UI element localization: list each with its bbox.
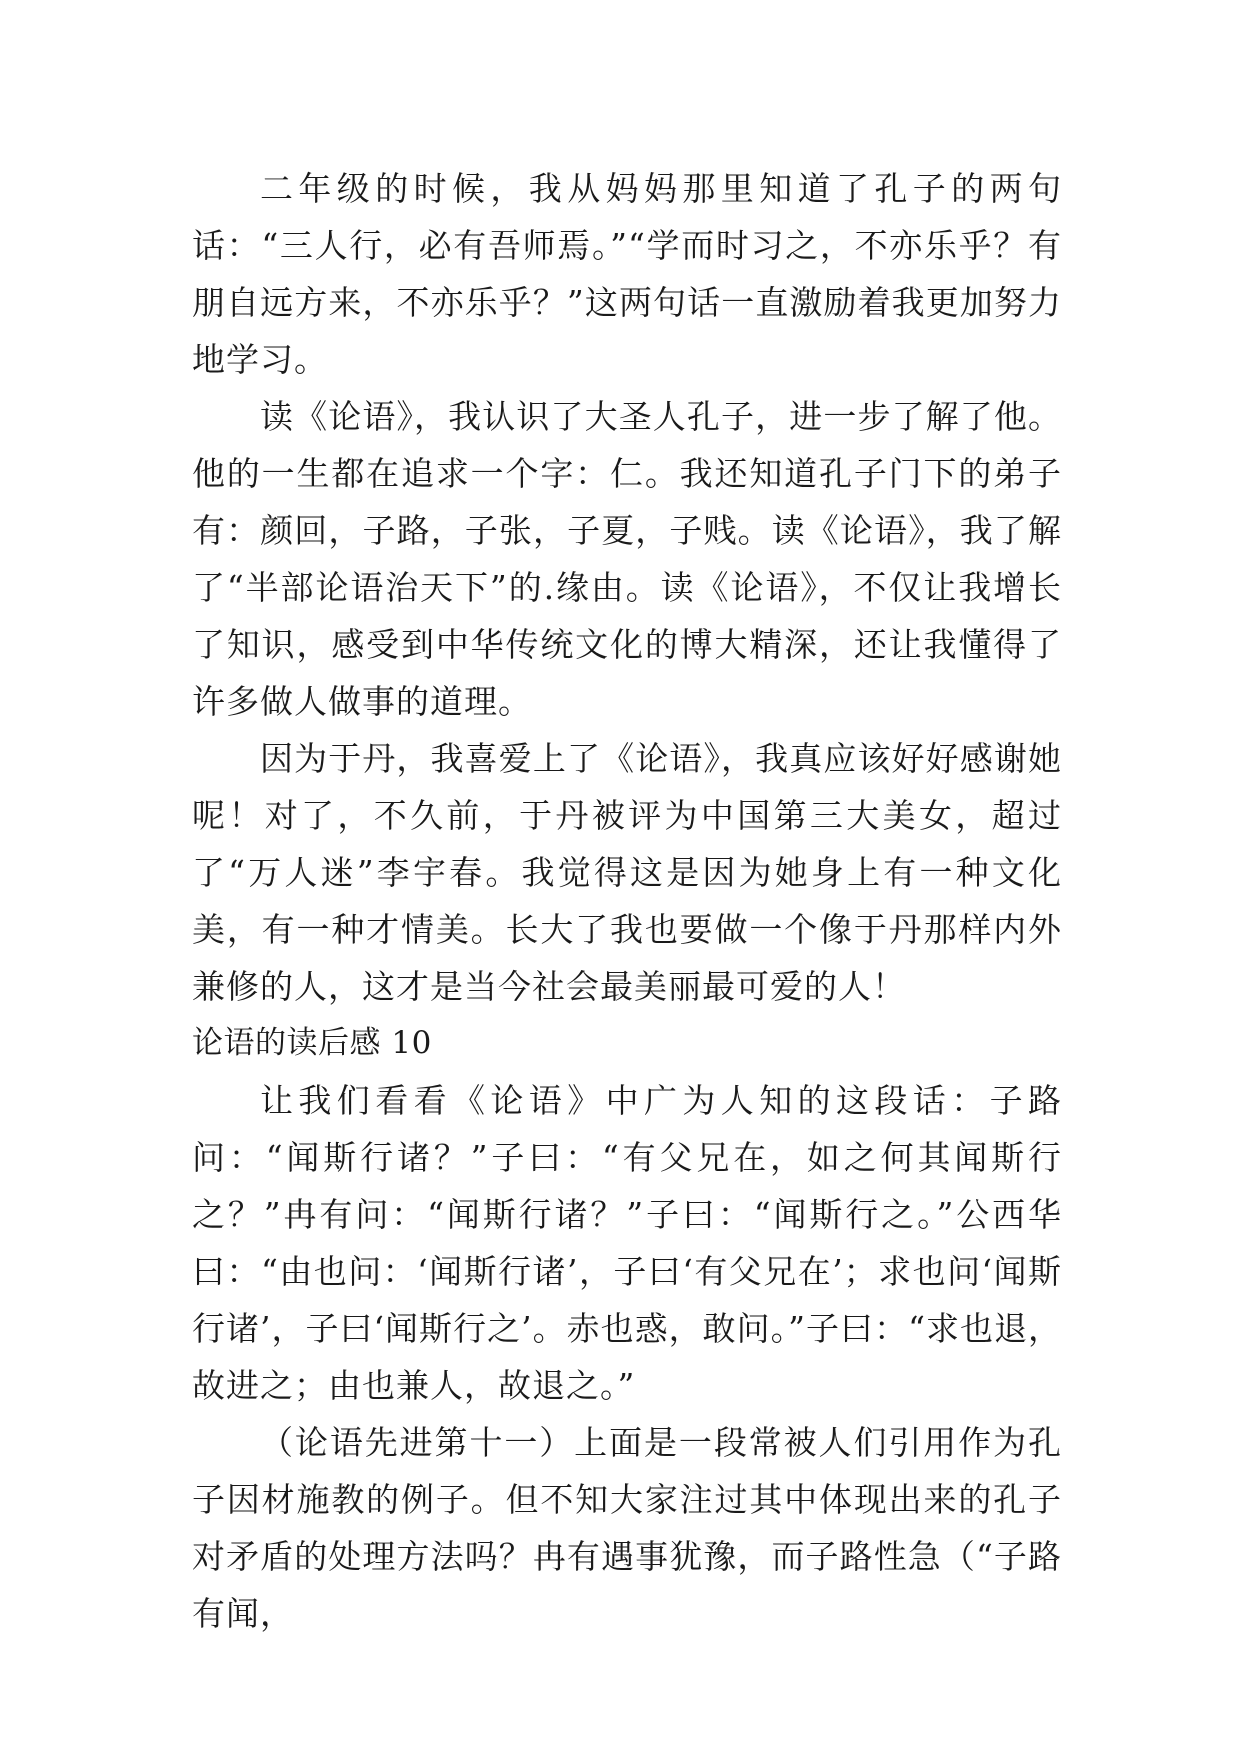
paragraph-yu-dan: 因为于丹，我喜爱上了《论语》，我真应该好好感谢她呢！对了，不久前，于丹被评为中国第三大美女，超过了“万人迷”李宇春。我觉得这是因为她身上有一种文化美，有一种才情美。长大了我也要做一个像于丹那样内外兼修的人，这才是当今社会最美丽最可爱的人！ <box>192 739 1062 1006</box>
section-heading: 论语的读后感 10 <box>192 1025 432 1061</box>
paragraph-zilu-question: 让我们看看《论语》中广为人知的这段话：子路问：“闻斯行诸？”子曰：“有父兄在，如之何其闻斯行之？”冉有问：“闻斯行诸？”子曰：“闻斯行之。”公西华曰：“由也问：‘闻斯行诸’，子曰‘有父兄在’；求也问‘闻斯行诸’，子曰‘闻斯行之’。赤也惑，敢问。”子曰：“求也退，故进之；由也兼人，故退之。” <box>192 1081 1062 1405</box>
paragraph-confucius-quotes: 二年级的时候，我从妈妈那里知道了孔子的两句话：“三人行，必有吾师焉。”“学而时习之，不亦乐乎？有朋自远方来，不亦乐乎？”这两句话一直激励着我更加努力地学习。 <box>192 169 1062 379</box>
document-body <box>192 160 1062 1642</box>
paragraph-reading-analects: 读《论语》，我认识了大圣人孔子，进一步了解了他。他的一生都在追求一个字：仁。我还知道孔子门下的弟子有：颜回，子路，子张，子夏，子贱。读《论语》，我了解了“半部论语治天下”的.缘由。读《论语》，不仅让我增长了知识，感受到中华传统文化的博大精深，还让我懂得了许多做人做事的道理。 <box>192 397 1062 721</box>
paragraph-teaching-by-aptitude: （论语先进第十一）上面是一段常被人们引用作为孔子因材施教的例子。但不知大家注过其中体现出来的孔子对矛盾的处理方法吗？冉有遇事犹豫，而子路性急（“子路有闻， <box>192 1423 1062 1633</box>
